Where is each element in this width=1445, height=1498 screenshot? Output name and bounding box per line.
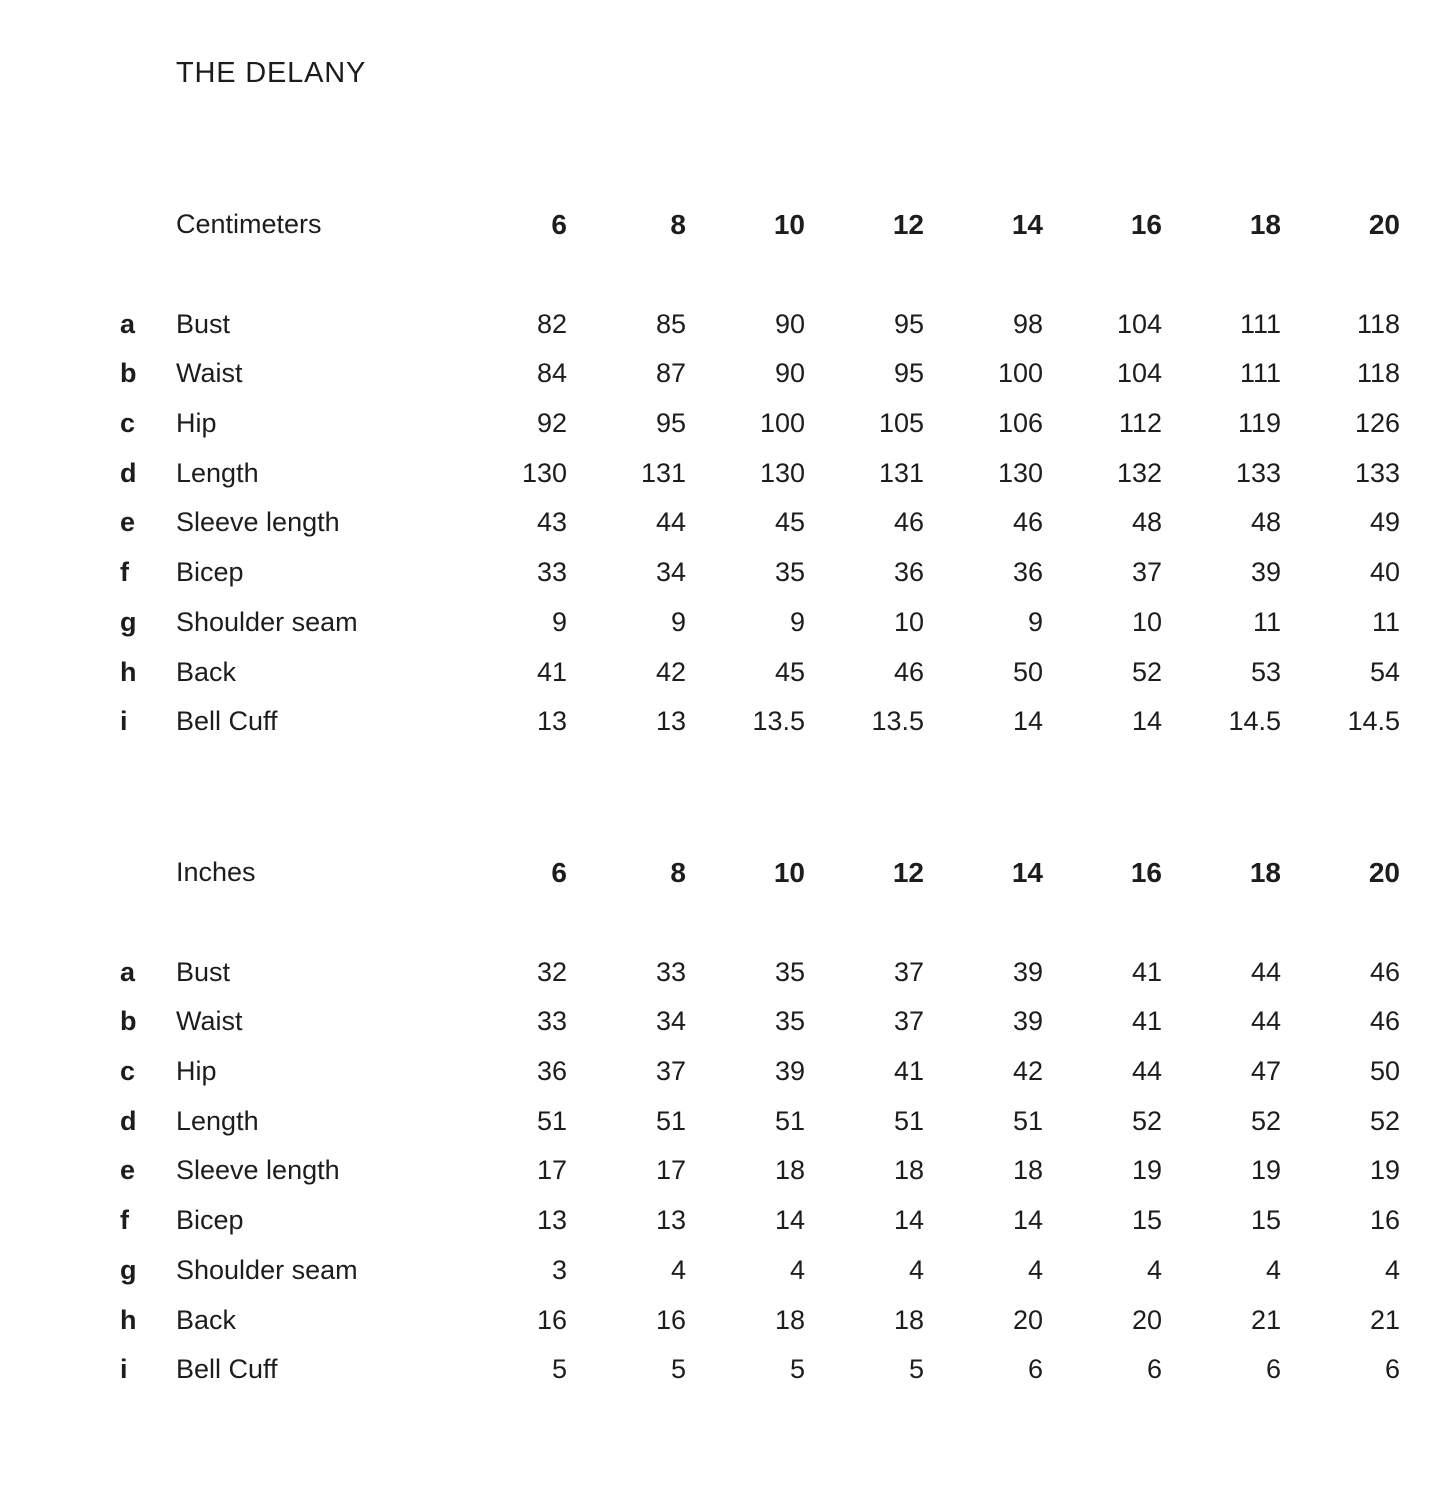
measurement-label: Sleeve length	[176, 507, 340, 538]
size-value-cell: 111	[1239, 308, 1281, 339]
size-value-cell: 92	[536, 408, 567, 439]
size-value-cell: 106	[997, 408, 1043, 439]
size-value-cell: 84	[536, 358, 567, 389]
size-value-cell: 36	[536, 1056, 567, 1087]
size-value-cell: 52	[1250, 1105, 1281, 1136]
size-value-cell: 15	[1131, 1205, 1162, 1236]
size-value-cell: 9	[670, 606, 686, 637]
size-value-cell: 130	[759, 457, 805, 488]
measurement-label: Back	[176, 1304, 237, 1335]
size-value-cell: 17	[655, 1155, 686, 1186]
size-value-cell: 87	[655, 358, 686, 389]
row-letter: g	[120, 606, 137, 637]
size-value-cell: 4	[1146, 1254, 1162, 1285]
measurement-label: Waist	[176, 1006, 243, 1037]
size-value-cell: 51	[655, 1105, 686, 1136]
measurement-row	[118, 647, 1400, 697]
size-value-cell: 18	[1012, 1155, 1043, 1186]
row-letter: d	[120, 1105, 137, 1136]
size-value-cell: 95	[893, 308, 924, 339]
measurement-row	[118, 598, 1400, 648]
size-value-cell: 4	[1027, 1254, 1043, 1285]
row-letter: b	[120, 1006, 137, 1037]
size-value-cell: 51	[1012, 1105, 1043, 1136]
size-value-cell: 14.5	[1228, 706, 1281, 737]
size-value-cell: 46	[1369, 1006, 1400, 1037]
size-value-cell: 50	[1012, 656, 1043, 687]
inches-table	[118, 848, 1400, 1395]
size-value-cell: 43	[536, 507, 567, 538]
measurement-row	[118, 548, 1400, 598]
size-column-header: 14	[1011, 208, 1043, 240]
size-value-cell: 39	[774, 1056, 805, 1087]
size-value-cell: 45	[774, 656, 805, 687]
measurement-label: Length	[176, 457, 259, 488]
size-column-header: 20	[1368, 208, 1400, 240]
size-value-cell: 133	[1354, 457, 1400, 488]
unit-label: Inches	[176, 857, 256, 888]
measurement-row	[118, 349, 1400, 399]
size-value-cell: 19	[1131, 1155, 1162, 1186]
measurement-row	[118, 1295, 1400, 1345]
size-value-cell: 42	[655, 656, 686, 687]
size-value-cell: 13.5	[752, 706, 805, 737]
size-value-cell: 5	[670, 1354, 686, 1385]
size-value-cell: 37	[1131, 557, 1162, 588]
size-column-header: 10	[773, 208, 805, 240]
table-header-row	[118, 200, 1400, 250]
size-value-cell: 33	[536, 557, 567, 588]
size-value-cell: 46	[1369, 956, 1400, 987]
size-value-cell: 41	[1131, 956, 1162, 987]
size-value-cell: 95	[655, 408, 686, 439]
size-value-cell: 52	[1131, 1105, 1162, 1136]
size-value-cell: 36	[893, 557, 924, 588]
measurement-label: Hip	[176, 408, 217, 439]
size-column-header: 16	[1130, 208, 1162, 240]
size-value-cell: 131	[878, 457, 924, 488]
size-value-cell: 4	[1384, 1254, 1400, 1285]
measurement-row	[118, 1096, 1400, 1146]
size-value-cell: 35	[774, 557, 805, 588]
size-value-cell: 21	[1369, 1304, 1400, 1335]
measurement-label: Back	[176, 656, 237, 687]
measurement-row	[118, 1246, 1400, 1296]
size-value-cell: 48	[1250, 507, 1281, 538]
size-value-cell: 112	[1118, 408, 1162, 439]
size-column-header: 20	[1368, 856, 1400, 888]
size-value-cell: 98	[1012, 308, 1043, 339]
size-value-cell: 100	[997, 358, 1043, 389]
row-letter: b	[120, 358, 137, 389]
measurement-row	[118, 399, 1400, 449]
spacer-row	[118, 250, 1400, 300]
size-value-cell: 47	[1250, 1056, 1281, 1087]
measurement-label: Shoulder seam	[176, 606, 358, 637]
measurement-label: Shoulder seam	[176, 1254, 358, 1285]
row-letter: i	[120, 706, 128, 737]
size-column-header: 12	[892, 856, 924, 888]
size-value-cell: 9	[1027, 606, 1043, 637]
size-value-cell: 105	[878, 408, 924, 439]
size-value-cell: 39	[1012, 956, 1043, 987]
size-value-cell: 132	[1116, 457, 1162, 488]
row-letter: i	[120, 1354, 128, 1385]
size-value-cell: 34	[655, 1006, 686, 1037]
size-value-cell: 85	[655, 308, 686, 339]
spacer-row	[118, 898, 1400, 948]
size-value-cell: 41	[1131, 1006, 1162, 1037]
size-value-cell: 90	[774, 308, 805, 339]
size-value-cell: 133	[1235, 457, 1281, 488]
size-value-cell: 37	[893, 1006, 924, 1037]
row-letter: a	[120, 956, 136, 987]
size-value-cell: 16	[536, 1304, 567, 1335]
size-value-cell: 5	[789, 1354, 805, 1385]
size-value-cell: 100	[759, 408, 805, 439]
size-value-cell: 10	[893, 606, 924, 637]
size-value-cell: 90	[774, 358, 805, 389]
size-value-cell: 41	[893, 1056, 924, 1087]
row-letter: a	[120, 308, 136, 339]
size-value-cell: 51	[774, 1105, 805, 1136]
measurement-label: Bell Cuff	[176, 706, 278, 737]
size-value-cell: 48	[1131, 507, 1162, 538]
measurement-label: Bicep	[176, 1205, 244, 1236]
measurement-label: Length	[176, 1105, 259, 1136]
size-value-cell: 44	[1131, 1056, 1162, 1087]
size-value-cell: 6	[1027, 1354, 1043, 1385]
size-value-cell: 6	[1265, 1354, 1281, 1385]
size-value-cell: 111	[1239, 358, 1281, 389]
size-value-cell: 14	[1012, 706, 1043, 737]
size-value-cell: 19	[1250, 1155, 1281, 1186]
size-value-cell: 9	[789, 606, 805, 637]
measurement-label: Bicep	[176, 557, 244, 588]
size-value-cell: 14	[1131, 706, 1162, 737]
size-value-cell: 53	[1250, 656, 1281, 687]
row-letter: e	[120, 507, 136, 538]
size-value-cell: 18	[774, 1155, 805, 1186]
size-value-cell: 14	[774, 1205, 805, 1236]
size-value-cell: 104	[1116, 358, 1162, 389]
row-letter: c	[120, 408, 136, 439]
measurement-row	[118, 1196, 1400, 1246]
size-column-header: 8	[670, 208, 686, 240]
size-value-cell: 51	[536, 1105, 567, 1136]
size-value-cell: 52	[1369, 1105, 1400, 1136]
size-value-cell: 130	[521, 457, 567, 488]
size-value-cell: 14.5	[1347, 706, 1400, 737]
size-value-cell: 15	[1250, 1205, 1281, 1236]
row-letter: c	[120, 1056, 136, 1087]
size-value-cell: 5	[551, 1354, 567, 1385]
row-letter: e	[120, 1155, 136, 1186]
size-value-cell: 13	[536, 1205, 567, 1236]
size-column-header: 6	[551, 856, 567, 888]
size-value-cell: 6	[1384, 1354, 1400, 1385]
measurement-label: Bust	[176, 308, 231, 339]
measurement-row	[118, 448, 1400, 498]
measurement-row	[118, 947, 1400, 997]
size-value-cell: 17	[536, 1155, 567, 1186]
size-value-cell: 51	[893, 1105, 924, 1136]
centimeters-table	[118, 200, 1400, 747]
size-value-cell: 18	[893, 1155, 924, 1186]
size-value-cell: 44	[1250, 1006, 1281, 1037]
measurement-label: Hip	[176, 1056, 217, 1087]
size-value-cell: 37	[893, 956, 924, 987]
size-value-cell: 44	[655, 507, 686, 538]
size-value-cell: 13.5	[871, 706, 924, 737]
size-value-cell: 4	[908, 1254, 924, 1285]
measurement-label: Bust	[176, 956, 231, 987]
size-value-cell: 49	[1369, 507, 1400, 538]
size-value-cell: 20	[1131, 1304, 1162, 1335]
size-value-cell: 16	[1369, 1205, 1400, 1236]
size-value-cell: 35	[774, 956, 805, 987]
size-value-cell: 40	[1369, 557, 1400, 588]
size-value-cell: 118	[1356, 358, 1400, 389]
size-value-cell: 9	[551, 606, 567, 637]
size-value-cell: 20	[1012, 1304, 1043, 1335]
size-column-header: 6	[551, 208, 567, 240]
size-value-cell: 41	[536, 656, 567, 687]
size-value-cell: 130	[997, 457, 1043, 488]
size-value-cell: 52	[1131, 656, 1162, 687]
size-value-cell: 39	[1250, 557, 1281, 588]
table-header-row	[118, 848, 1400, 898]
measurement-row	[118, 697, 1400, 747]
size-column-header: 14	[1011, 856, 1043, 888]
page-title: THE DELANY	[176, 57, 367, 89]
size-column-header: 8	[670, 856, 686, 888]
size-value-cell: 5	[908, 1354, 924, 1385]
size-column-header: 18	[1249, 208, 1281, 240]
size-value-cell: 13	[655, 1205, 686, 1236]
size-value-cell: 104	[1116, 308, 1162, 339]
size-value-cell: 119	[1237, 408, 1281, 439]
measurement-row	[118, 1146, 1400, 1196]
size-column-header: 12	[892, 208, 924, 240]
size-value-cell: 4	[670, 1254, 686, 1285]
size-value-cell: 21	[1250, 1304, 1281, 1335]
size-value-cell: 45	[774, 507, 805, 538]
size-value-cell: 118	[1356, 308, 1400, 339]
size-value-cell: 10	[1131, 606, 1162, 637]
row-letter: h	[120, 656, 137, 687]
size-value-cell: 33	[655, 956, 686, 987]
measurement-label: Bell Cuff	[176, 1354, 278, 1385]
size-value-cell: 82	[536, 308, 567, 339]
size-value-cell: 46	[1012, 507, 1043, 538]
measurement-row	[118, 1047, 1400, 1097]
size-value-cell: 46	[893, 507, 924, 538]
size-value-cell: 18	[774, 1304, 805, 1335]
size-value-cell: 11	[1371, 606, 1400, 637]
size-value-cell: 50	[1369, 1056, 1400, 1087]
measurement-row	[118, 498, 1400, 548]
size-value-cell: 95	[893, 358, 924, 389]
row-letter: h	[120, 1304, 137, 1335]
measurement-row	[118, 1345, 1400, 1395]
size-value-cell: 14	[893, 1205, 924, 1236]
size-value-cell: 36	[1012, 557, 1043, 588]
size-value-cell: 131	[640, 457, 686, 488]
size-value-cell: 42	[1012, 1056, 1043, 1087]
size-value-cell: 46	[893, 656, 924, 687]
size-column-header: 18	[1249, 856, 1281, 888]
size-value-cell: 19	[1369, 1155, 1400, 1186]
measurement-label: Sleeve length	[176, 1155, 340, 1186]
size-column-header: 10	[773, 856, 805, 888]
size-value-cell: 54	[1369, 656, 1400, 687]
size-value-cell: 13	[655, 706, 686, 737]
size-value-cell: 16	[655, 1304, 686, 1335]
row-letter: d	[120, 457, 137, 488]
measurement-row	[118, 299, 1400, 349]
unit-label: Centimeters	[176, 209, 322, 240]
size-value-cell: 11	[1252, 606, 1281, 637]
size-value-cell: 44	[1250, 956, 1281, 987]
size-value-cell: 37	[655, 1056, 686, 1087]
size-value-cell: 39	[1012, 1006, 1043, 1037]
size-value-cell: 126	[1354, 408, 1400, 439]
size-value-cell: 35	[774, 1006, 805, 1037]
size-value-cell: 4	[789, 1254, 805, 1285]
row-letter: g	[120, 1254, 137, 1285]
size-value-cell: 3	[551, 1254, 567, 1285]
measurement-label: Waist	[176, 358, 243, 389]
measurement-row	[118, 997, 1400, 1047]
size-value-cell: 14	[1012, 1205, 1043, 1236]
size-value-cell: 18	[893, 1304, 924, 1335]
size-value-cell: 34	[655, 557, 686, 588]
size-value-cell: 13	[536, 706, 567, 737]
size-value-cell: 4	[1265, 1254, 1281, 1285]
row-letter: f	[120, 557, 129, 588]
size-value-cell: 33	[536, 1006, 567, 1037]
size-value-cell: 6	[1146, 1354, 1162, 1385]
size-column-header: 16	[1130, 856, 1162, 888]
row-letter: f	[120, 1205, 129, 1236]
size-value-cell: 32	[536, 956, 567, 987]
